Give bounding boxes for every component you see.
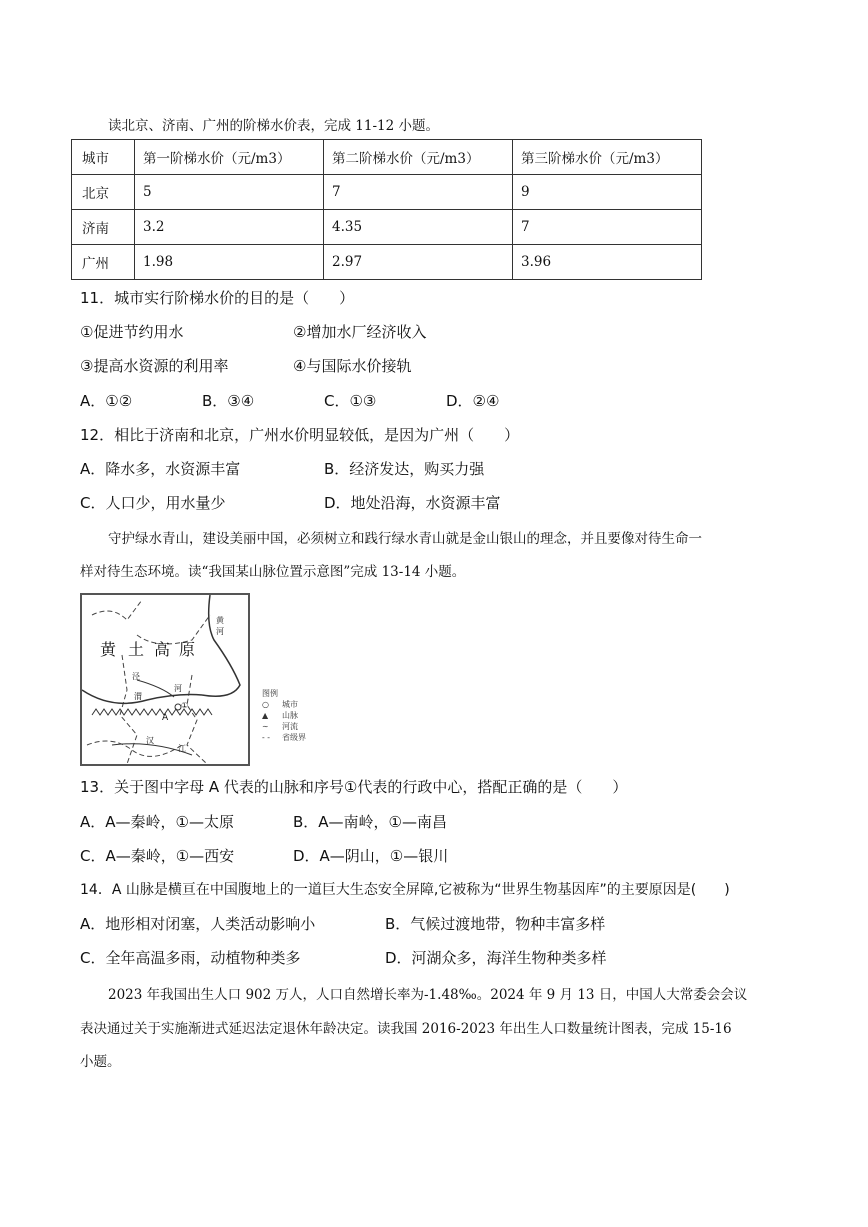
- city-icon: ○: [262, 700, 269, 709]
- q14-stem: 14．A 山脉是横亘在中国腹地上的一道巨大生态安全屏障,它被称为“世界生物基因库”的主要原因是( ): [80, 882, 730, 898]
- q12-option-a[interactable]: A．降水多，水资源丰富: [80, 460, 241, 478]
- table-cell: 7: [324, 175, 513, 210]
- table-cell: 1.98: [135, 245, 324, 280]
- intro-text-15-16: 表决通过关于实施渐进式延迟法定退休年龄决定。读我国 2016-2023 年出生人口数量统计图表，完成 15-16: [80, 1021, 732, 1037]
- q12-stem: 12．相比于济南和北京，广州水价明显较低，是因为广州（ ）: [80, 426, 520, 444]
- intro-text-13-14: 样对待生态环境。读“我国某山脉位置示意图”完成 13-14 小题。: [80, 564, 466, 580]
- legend-item: - - 省级界: [262, 733, 306, 742]
- q11-stem: 11．城市实行阶梯水价的目的是（ ）: [80, 289, 355, 307]
- table-cell: 2.97: [324, 245, 513, 280]
- map-river-label: 渭: [134, 692, 142, 701]
- table-cell: 济南: [72, 210, 135, 245]
- q13-stem: 13．关于图中字母 A 代表的山脉和序号①代表的行政中心，搭配正确的是（ ）: [80, 778, 628, 796]
- map-plateau-label: 原: [179, 640, 196, 659]
- q14-option-c[interactable]: C．全年高温多雨，动植物种类多: [80, 949, 301, 967]
- q12-option-b[interactable]: B．经济发达，购买力强: [324, 460, 485, 478]
- q11-option-a[interactable]: A．①②: [80, 392, 133, 410]
- map-mountain-label: A: [162, 713, 169, 723]
- table-row: [72, 245, 702, 280]
- table-header-cell: 第三阶梯水价（元/m3）: [513, 140, 702, 175]
- q13-option-c[interactable]: C．A—秦岭，①—西安: [80, 847, 235, 865]
- table-header-cell: 第一阶梯水价（元/m3）: [135, 140, 324, 175]
- water-price-table: [71, 139, 702, 280]
- legend-item: ▲ 山脉: [262, 711, 298, 720]
- q12-option-d[interactable]: D．地处沿海，水资源丰富: [324, 494, 501, 512]
- table-cell: 北京: [72, 175, 135, 210]
- legend-item: ○ 城市: [262, 700, 298, 709]
- map-plateau-label: 高: [154, 640, 171, 659]
- q11-option-b[interactable]: B．③④: [202, 392, 255, 410]
- mountain-location-map: [80, 593, 250, 766]
- intro-text-15-16: 2023 年我国出生人口 902 万人，人口自然增长率为-1.48‰。2024 年 9 月 13 日，中国人大常委会会议: [108, 987, 748, 1003]
- intro-text-13-14: 守护绿水青山，建设美丽中国，必须树立和践行绿水青山就是金山银山的理念，并且要像对待生命一: [108, 531, 702, 547]
- q11-item: ③提高水资源的利用率: [80, 357, 229, 375]
- map-river-label: 河: [174, 684, 182, 693]
- river-icon: ∼: [262, 722, 269, 731]
- table-cell: 3.2: [135, 210, 324, 245]
- map-river-label: 汉: [146, 736, 154, 745]
- boundary-icon: - -: [262, 733, 270, 742]
- table-header-cell: 城市: [72, 140, 135, 175]
- intro-text-11-12: 读北京、济南、广州的阶梯水价表，完成 11-12 小题。: [108, 118, 439, 134]
- q13-option-a[interactable]: A．A—秦岭，①—太原: [80, 813, 234, 831]
- q11-option-c[interactable]: C．①③: [324, 392, 377, 410]
- table-row: [72, 210, 702, 245]
- q11-option-d[interactable]: D．②④: [446, 392, 500, 410]
- table-row: [72, 175, 702, 210]
- q13-option-d[interactable]: D．A—阴山，①—银川: [293, 847, 449, 865]
- table-cell: 广州: [72, 245, 135, 280]
- map-river-label: 江: [178, 744, 186, 753]
- q14-option-b[interactable]: B．气候过渡地带，物种丰富多样: [385, 915, 606, 933]
- q11-item: ②增加水厂经济收入: [293, 323, 427, 341]
- q13-option-b[interactable]: B．A—南岭，①—南昌: [293, 813, 447, 831]
- table-cell: 7: [513, 210, 702, 245]
- intro-text-15-16: 小题。: [80, 1054, 121, 1070]
- q14-option-d[interactable]: D．河湖众多，海洋生物种类多样: [385, 949, 607, 967]
- q11-item: ①促进节约用水: [80, 323, 184, 341]
- map-river-label: 河: [216, 627, 224, 636]
- table-cell: 4.35: [324, 210, 513, 245]
- q14-option-a[interactable]: A．地形相对闭塞，人类活动影响小: [80, 915, 316, 933]
- map-plateau-label: 黄: [100, 640, 117, 659]
- table-cell: 9: [513, 175, 702, 210]
- table-header-cell: 第二阶梯水价（元/m3）: [324, 140, 513, 175]
- map-river-label: 黄: [216, 616, 224, 625]
- map-plateau-label: 土: [128, 640, 145, 659]
- table-header-row: [72, 140, 702, 175]
- legend-item: ∼ 河流: [262, 722, 298, 731]
- map-river-label: 泾: [132, 672, 140, 681]
- map-city-label: ①: [181, 701, 189, 710]
- q12-option-c[interactable]: C．人口少，用水量少: [80, 494, 226, 512]
- mountain-icon: ▲: [262, 711, 269, 720]
- q11-item: ④与国际水价接轨: [293, 357, 412, 375]
- table-cell: 3.96: [513, 245, 702, 280]
- map-legend: [262, 688, 306, 743]
- table-cell: 5: [135, 175, 324, 210]
- legend-title: 图例: [262, 689, 278, 698]
